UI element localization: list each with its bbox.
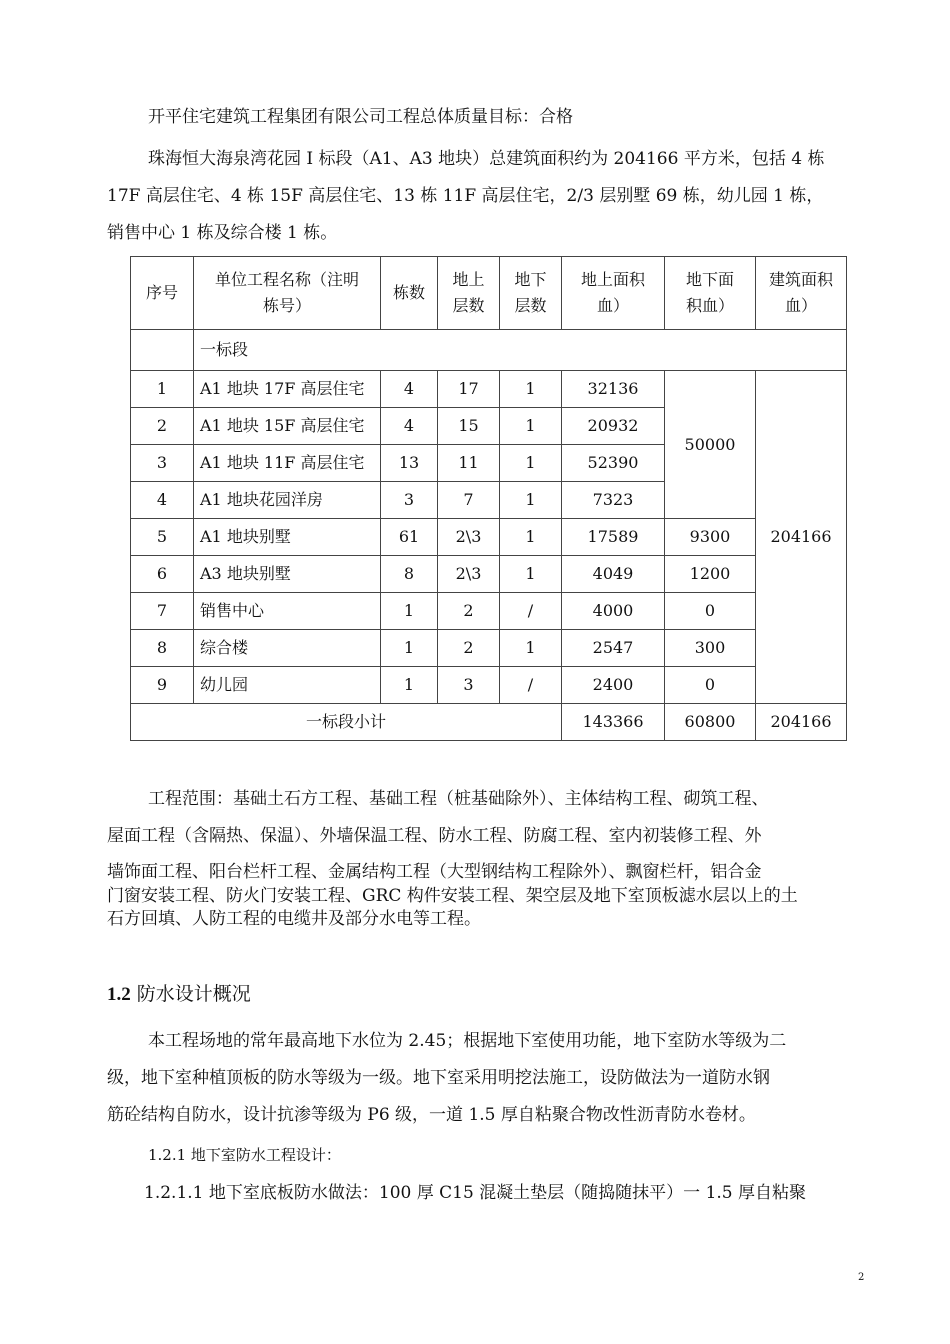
table-row: 4 A1 地块花园洋房 3 7 1 7323: [131, 482, 847, 519]
header-total-area: 建筑面积 血）: [756, 257, 847, 330]
project-table: [130, 256, 847, 741]
subsection-heading: 1.2.1 地下室防水工程设计：: [148, 1146, 341, 1164]
section-number: 1.2: [107, 984, 131, 1005]
section-label: 一标段: [194, 330, 847, 371]
header-count: 栋数: [381, 257, 438, 330]
section-row: [131, 330, 847, 371]
subtotal-above-area: 143366: [562, 704, 665, 741]
header-seq: 序号: [131, 257, 194, 330]
table-row: 9 幼儿园 1 3 / 2400 0: [131, 667, 847, 704]
header-below-floors: 地下 层数: [500, 257, 562, 330]
header-above-floors: 地上 层数: [438, 257, 500, 330]
header-below-area: 地下面 积血）: [665, 257, 756, 330]
table-row: 6 A3 地块别墅 8 2\3 1 4049 1200: [131, 556, 847, 593]
subtotal-below-area: 60800: [665, 704, 756, 741]
subtotal-row: [131, 704, 847, 741]
waterproof-para-line-1: 本工程场地的常年最高地下水位为 2.45；根据地下室使用功能，地下室防水等级为二: [148, 1031, 787, 1051]
scope-line-3: 墙饰面工程、阳台栏杆工程、金属结构工程（大型钢结构工程除外）、飘窗栏杆，铝合金: [107, 862, 762, 882]
table-row: 1 A1 地块 17F 高层住宅 4 17 1 32136 50000 204166: [131, 371, 847, 408]
page-number: 2: [858, 1272, 865, 1283]
summary-line-2: 17F 高层住宅、4 栋 15F 高层住宅、13 栋 11F 高层住宅，2/3 层别墅 69 栋，幼儿园 1 栋，: [107, 186, 824, 206]
table-row: 7 销售中心 1 2 / 4000 0: [131, 593, 847, 630]
scope-line-2: 屋面工程（含隔热、保温）、外墙保温工程、防水工程、防腐工程、室内初装修工程、外: [107, 826, 762, 846]
section-heading: [107, 981, 251, 1008]
header-above-area: 地上面积 血）: [562, 257, 665, 330]
waterproof-para-line-3: 筋砼结构自防水，设计抗渗等级为 P6 级，一道 1.5 厚自粘聚合物改性沥青防水卷材。: [107, 1105, 756, 1125]
table-row: 2 A1 地块 15F 高层住宅 4 15 1 20932: [131, 408, 847, 445]
table-row: 8 综合楼 1 2 1 2547 300: [131, 630, 847, 667]
merged-below-area: 50000: [665, 371, 756, 519]
subsection-line: 1.2.1.1 地下室底板防水做法：100 厚 C15 混凝土垫层（随捣随抹平）一 1.5 厚自粘聚: [144, 1183, 807, 1203]
summary-line-1: 珠海恒大海泉湾花园 I 标段（A1、A3 地块）总建筑面积约为 204166 平方米，包括 4 栋: [148, 149, 825, 169]
header-name: 单位工程名称（注明 栋号）: [194, 257, 381, 330]
quality-goal-line: 开平住宅建筑工程集团有限公司工程总体质量目标：合格: [148, 107, 573, 127]
scope-line-5: 石方回填、人防工程的电缆井及部分水电等工程。: [107, 909, 481, 929]
scope-line-4: 门窗安装工程、防火门安装工程、GRC 构件安装工程、架空层及地下室顶板滤水层以上的土: [107, 886, 798, 906]
table-row: 3 A1 地块 11F 高层住宅 13 11 1 52390: [131, 445, 847, 482]
summary-line-3: 销售中心 1 栋及综合楼 1 栋。: [107, 223, 338, 243]
waterproof-para-line-2: 级，地下室种植顶板的防水等级为一级。地下室采用明挖法施工，设防做法为一道防水钢: [107, 1068, 770, 1088]
merged-total-area: 204166: [756, 371, 847, 704]
subtotal-label: 一标段小计: [131, 704, 562, 741]
table-header-row: [131, 257, 847, 330]
subtotal-total: 204166: [756, 704, 847, 741]
scope-line-1: 工程范围：基础土石方工程、基础工程（桩基础除外）、主体结构工程、砌筑工程、: [148, 789, 769, 809]
section-title: 防水设计概况: [136, 983, 251, 1005]
table-row: 5 A1 地块别墅 61 2\3 1 17589 9300: [131, 519, 847, 556]
